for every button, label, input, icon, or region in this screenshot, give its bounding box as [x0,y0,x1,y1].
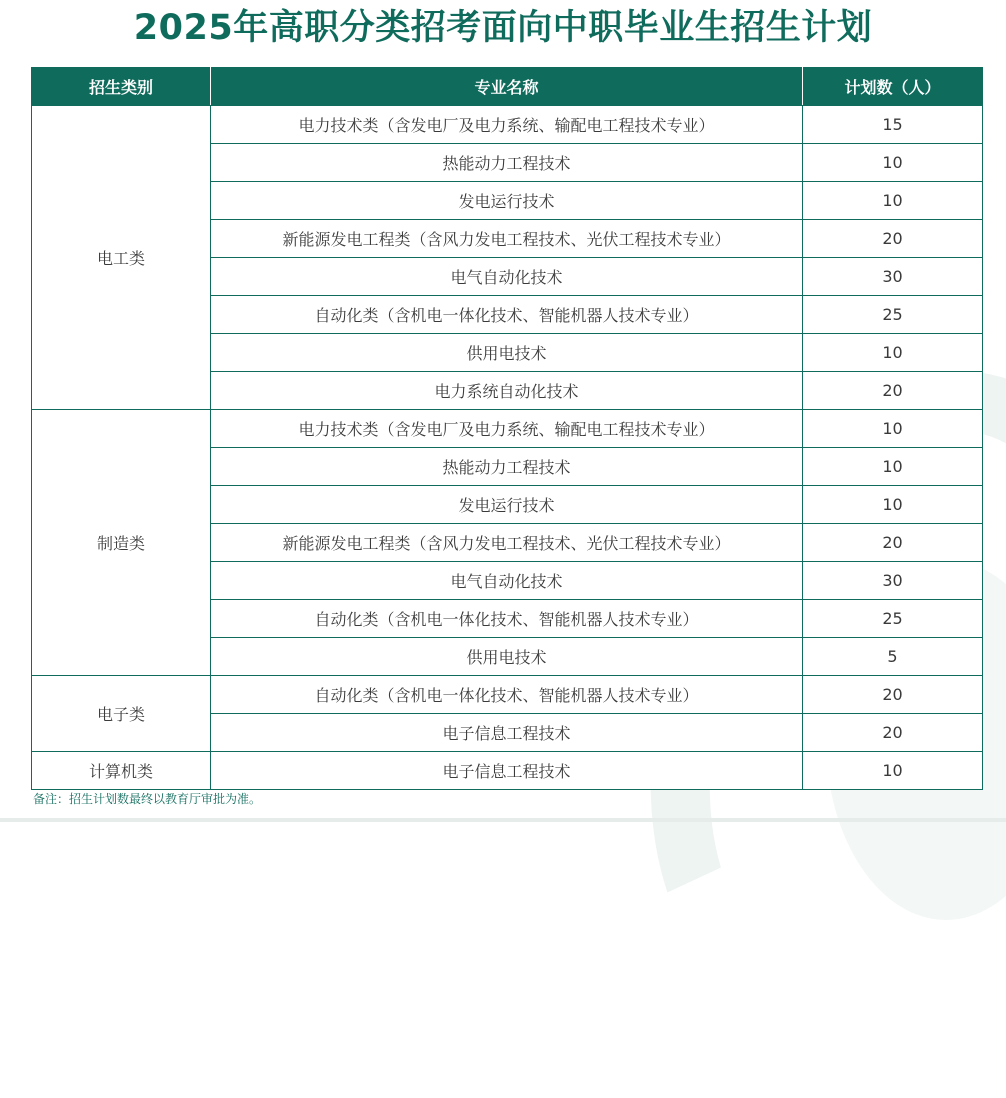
major-cell: 新能源发电工程类（含风力发电工程技术、光伏工程技术专业） [211,524,803,562]
major-cell: 热能动力工程技术 [211,448,803,486]
major-cell: 电气自动化技术 [211,258,803,296]
count-cell: 20 [803,372,983,410]
table-row [32,752,983,790]
count-cell: 30 [803,258,983,296]
major-cell: 自动化类（含机电一体化技术、智能机器人技术专业） [211,676,803,714]
major-cell: 供用电技术 [211,334,803,372]
count-cell: 25 [803,296,983,334]
major-cell: 自动化类（含机电一体化技术、智能机器人技术专业） [211,600,803,638]
count-cell: 10 [803,182,983,220]
footnote: 备注：招生计划数最终以教育厅审批为准。 [33,792,262,806]
major-cell: 电子信息工程技术 [211,714,803,752]
category-cell: 电子类 [32,676,211,752]
major-cell: 电力系统自动化技术 [211,372,803,410]
page-title: 2025年高职分类招考面向中职毕业生招生计划 [133,8,873,48]
count-cell: 30 [803,562,983,600]
table-row [32,410,983,448]
major-cell: 电力技术类（含发电厂及电力系统、输配电工程技术专业） [211,410,803,448]
count-cell: 25 [803,600,983,638]
header-count: 计划数（人） [803,68,983,106]
category-cell: 电工类 [32,106,211,410]
major-cell: 电子信息工程技术 [211,752,803,790]
table-header-row [32,68,983,106]
count-cell: 20 [803,676,983,714]
header-major: 专业名称 [211,68,803,106]
major-cell: 发电运行技术 [211,182,803,220]
count-cell: 20 [803,524,983,562]
header-category: 招生类别 [32,68,211,106]
count-cell: 20 [803,714,983,752]
count-cell: 10 [803,486,983,524]
major-cell: 电力技术类（含发电厂及电力系统、输配电工程技术专业） [211,106,803,144]
bottom-divider [0,818,1006,822]
count-cell: 15 [803,106,983,144]
major-cell: 电气自动化技术 [211,562,803,600]
count-cell: 10 [803,144,983,182]
major-cell: 自动化类（含机电一体化技术、智能机器人技术专业） [211,296,803,334]
count-cell: 5 [803,638,983,676]
count-cell: 10 [803,334,983,372]
count-cell: 20 [803,220,983,258]
table-row [32,106,983,144]
category-cell: 计算机类 [32,752,211,790]
table-row [32,676,983,714]
enrollment-plan-table [31,67,983,790]
count-cell: 10 [803,752,983,790]
major-cell: 新能源发电工程类（含风力发电工程技术、光伏工程技术专业） [211,220,803,258]
major-cell: 热能动力工程技术 [211,144,803,182]
count-cell: 10 [803,448,983,486]
major-cell: 发电运行技术 [211,486,803,524]
major-cell: 供用电技术 [211,638,803,676]
category-cell: 制造类 [32,410,211,676]
count-cell: 10 [803,410,983,448]
